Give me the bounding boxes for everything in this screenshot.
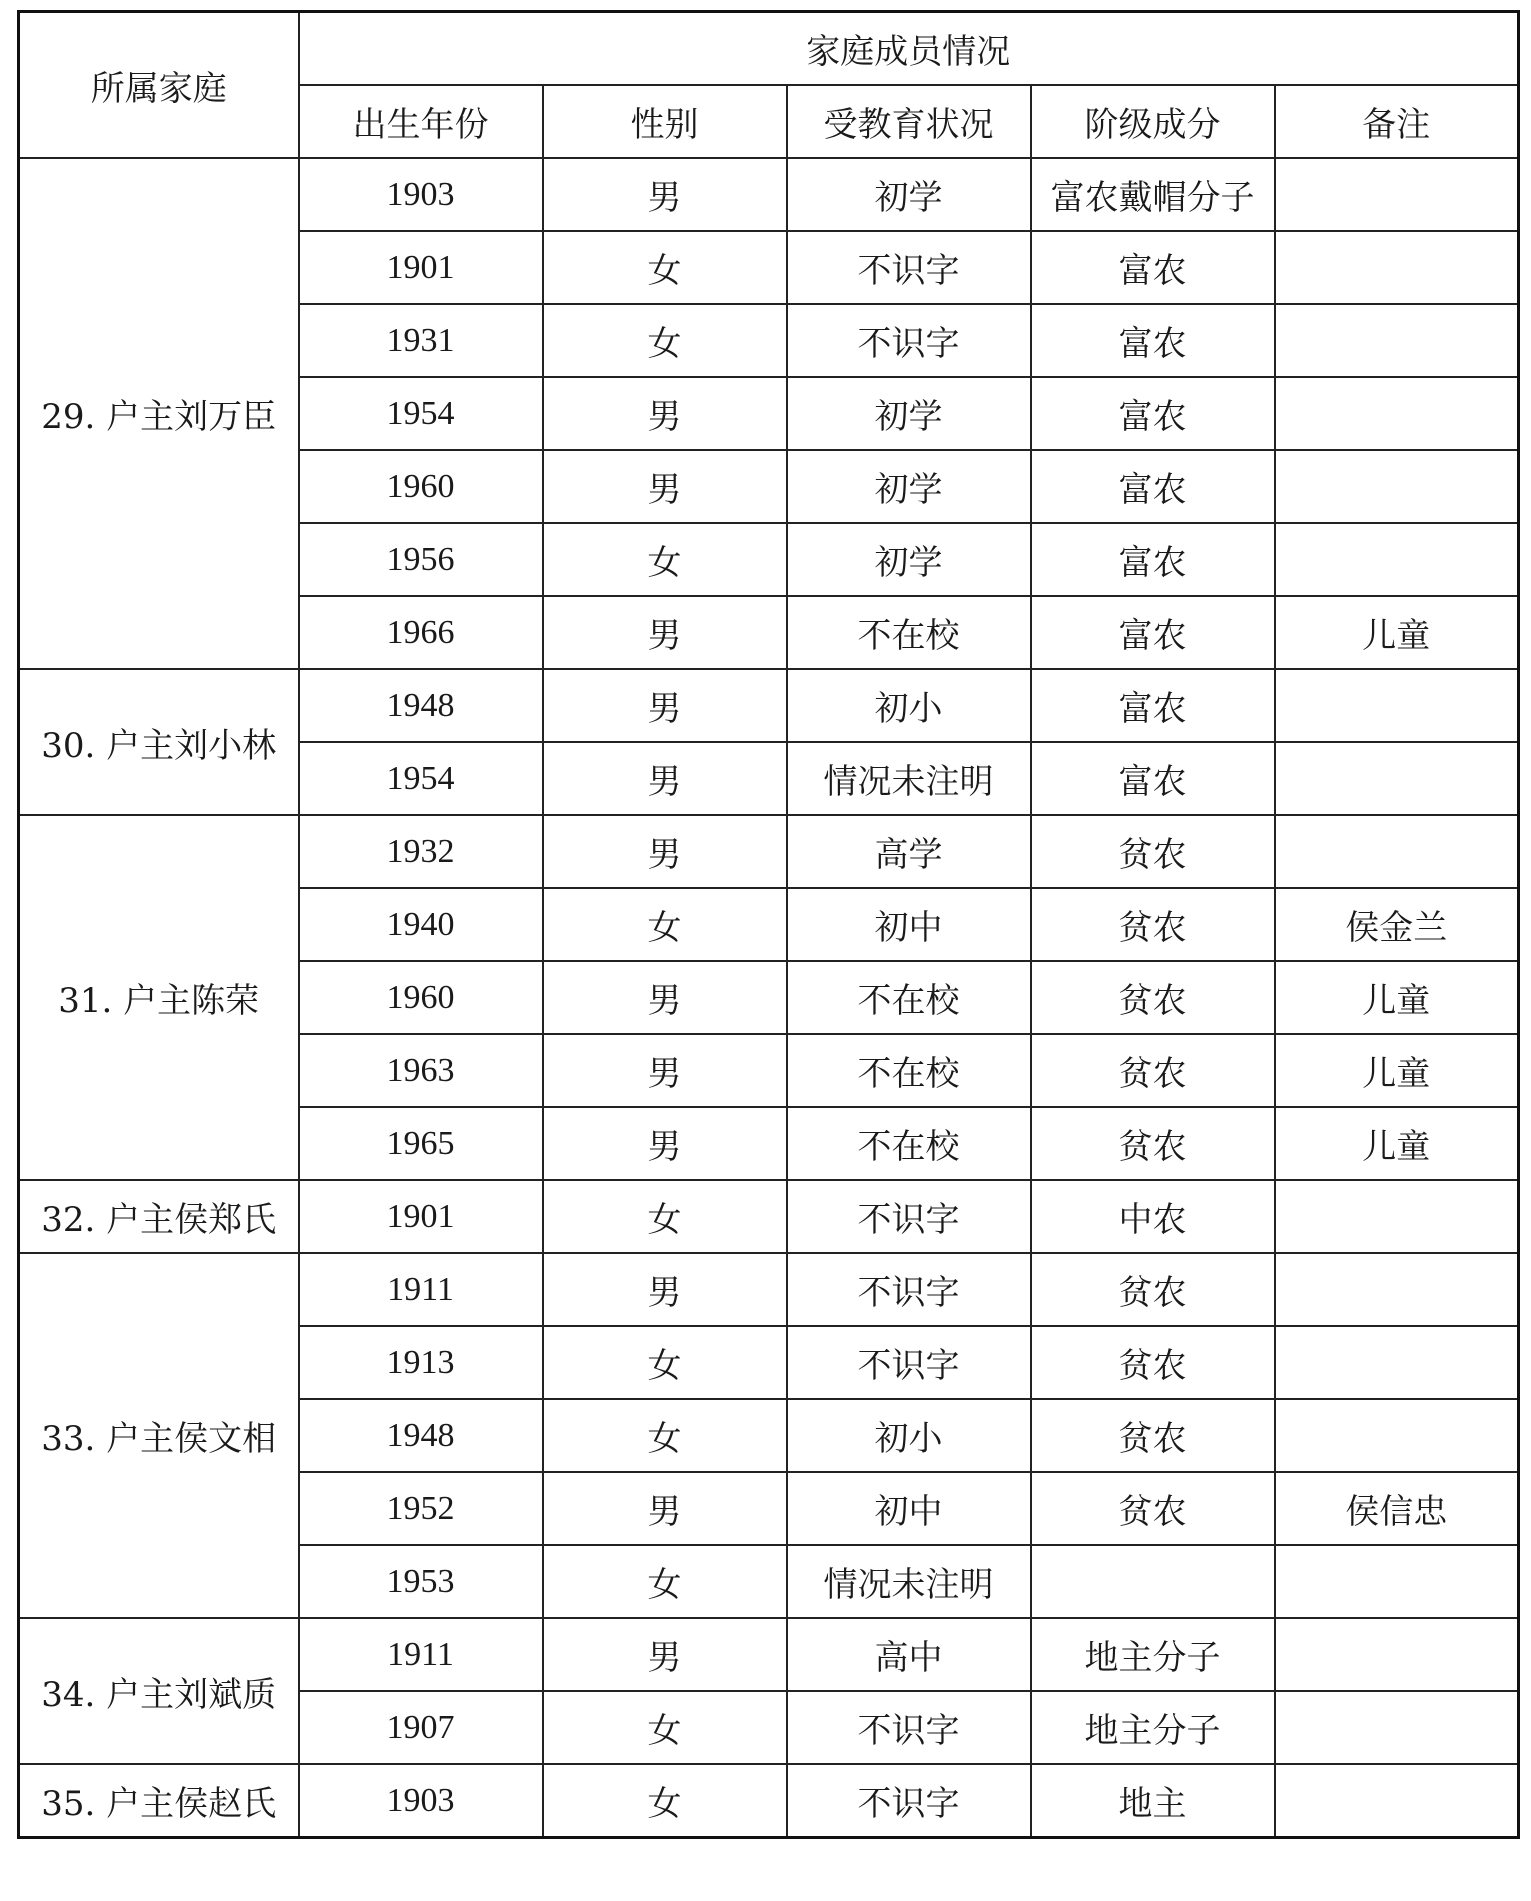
cell-family-name: 35. 户主侯赵氏 — [19, 1764, 299, 1838]
cell-sex: 男 — [543, 1107, 787, 1180]
cell-sex: 男 — [543, 1618, 787, 1691]
cell-birth-year: 1966 — [299, 596, 543, 669]
cell-class-status: 富农 — [1031, 450, 1275, 523]
cell-birth-year: 1911 — [299, 1618, 543, 1691]
cell-sex: 女 — [543, 1764, 787, 1838]
cell-class-status: 富农 — [1031, 304, 1275, 377]
cell-birth-year: 1948 — [299, 669, 543, 742]
cell-family-name: 31. 户主陈荣 — [19, 815, 299, 1180]
cell-sex: 男 — [543, 596, 787, 669]
cell-class-status: 贫农 — [1031, 1399, 1275, 1472]
cell-notes: 儿童 — [1275, 1034, 1519, 1107]
cell-notes: 侯信忠 — [1275, 1472, 1519, 1545]
cell-education: 初小 — [787, 1399, 1031, 1472]
cell-class-status: 地主分子 — [1031, 1691, 1275, 1764]
cell-education: 不识字 — [787, 1253, 1031, 1326]
cell-education: 初学 — [787, 158, 1031, 231]
cell-birth-year: 1952 — [299, 1472, 543, 1545]
cell-sex: 女 — [543, 1180, 787, 1253]
cell-notes — [1275, 1399, 1519, 1472]
cell-education: 不在校 — [787, 596, 1031, 669]
cell-class-status: 贫农 — [1031, 961, 1275, 1034]
cell-class-status: 富农 — [1031, 596, 1275, 669]
cell-birth-year: 1953 — [299, 1545, 543, 1618]
col-header-notes: 备注 — [1275, 85, 1519, 158]
cell-sex: 女 — [543, 523, 787, 596]
cell-notes — [1275, 231, 1519, 304]
cell-education: 初学 — [787, 523, 1031, 596]
cell-notes — [1275, 1764, 1519, 1838]
cell-notes — [1275, 450, 1519, 523]
table-header — [19, 12, 1519, 159]
cell-notes: 儿童 — [1275, 961, 1519, 1034]
cell-education: 不识字 — [787, 1180, 1031, 1253]
table-row — [19, 1618, 1519, 1691]
cell-sex: 女 — [543, 1691, 787, 1764]
cell-sex: 女 — [543, 304, 787, 377]
col-header-sex: 性别 — [543, 85, 787, 158]
cell-class-status: 富农戴帽分子 — [1031, 158, 1275, 231]
table-row — [19, 1180, 1519, 1253]
member-group-header: 家庭成员情况 — [299, 12, 1519, 86]
family-column-header: 所属家庭 — [19, 12, 299, 159]
cell-sex: 男 — [543, 669, 787, 742]
cell-class-status: 地主分子 — [1031, 1618, 1275, 1691]
cell-birth-year: 1954 — [299, 742, 543, 815]
cell-birth-year: 1956 — [299, 523, 543, 596]
cell-notes: 儿童 — [1275, 596, 1519, 669]
cell-class-status: 贫农 — [1031, 1107, 1275, 1180]
cell-notes — [1275, 523, 1519, 596]
cell-education: 不在校 — [787, 1034, 1031, 1107]
cell-education: 初学 — [787, 377, 1031, 450]
cell-notes — [1275, 1253, 1519, 1326]
cell-class-status: 贫农 — [1031, 1253, 1275, 1326]
cell-class-status: 贫农 — [1031, 1326, 1275, 1399]
cell-class-status — [1031, 1545, 1275, 1618]
cell-class-status: 贫农 — [1031, 1472, 1275, 1545]
cell-class-status: 富农 — [1031, 231, 1275, 304]
cell-family-name: 34. 户主刘斌质 — [19, 1618, 299, 1764]
table-row — [19, 669, 1519, 742]
col-header-education: 受教育状况 — [787, 85, 1031, 158]
cell-class-status: 地主 — [1031, 1764, 1275, 1838]
cell-birth-year: 1903 — [299, 1764, 543, 1838]
household-members-table — [17, 10, 1520, 1839]
cell-education: 情况未注明 — [787, 742, 1031, 815]
cell-class-status: 贫农 — [1031, 815, 1275, 888]
cell-family-name: 30. 户主刘小林 — [19, 669, 299, 815]
cell-birth-year: 1960 — [299, 450, 543, 523]
cell-birth-year: 1940 — [299, 888, 543, 961]
cell-sex: 男 — [543, 158, 787, 231]
cell-birth-year: 1960 — [299, 961, 543, 1034]
cell-notes — [1275, 377, 1519, 450]
cell-notes — [1275, 1545, 1519, 1618]
cell-sex: 男 — [543, 1034, 787, 1107]
cell-education: 初学 — [787, 450, 1031, 523]
cell-sex: 女 — [543, 231, 787, 304]
cell-class-status: 贫农 — [1031, 888, 1275, 961]
cell-education: 不识字 — [787, 1764, 1031, 1838]
cell-sex: 女 — [543, 1545, 787, 1618]
cell-notes — [1275, 669, 1519, 742]
table-row — [19, 158, 1519, 231]
table-container — [17, 10, 1520, 1839]
cell-education: 情况未注明 — [787, 1545, 1031, 1618]
cell-sex: 男 — [543, 815, 787, 888]
cell-notes — [1275, 1618, 1519, 1691]
cell-notes — [1275, 158, 1519, 231]
cell-sex: 男 — [543, 961, 787, 1034]
cell-birth-year: 1901 — [299, 1180, 543, 1253]
cell-notes: 侯金兰 — [1275, 888, 1519, 961]
table-row — [19, 1253, 1519, 1326]
cell-education: 初中 — [787, 1472, 1031, 1545]
cell-education: 初中 — [787, 888, 1031, 961]
cell-education: 初小 — [787, 669, 1031, 742]
cell-notes — [1275, 304, 1519, 377]
cell-birth-year: 1901 — [299, 231, 543, 304]
table-row — [19, 815, 1519, 888]
cell-birth-year: 1903 — [299, 158, 543, 231]
cell-class-status: 富农 — [1031, 742, 1275, 815]
cell-sex: 男 — [543, 450, 787, 523]
cell-birth-year: 1913 — [299, 1326, 543, 1399]
cell-class-status: 富农 — [1031, 377, 1275, 450]
col-header-class-status: 阶级成分 — [1031, 85, 1275, 158]
cell-notes — [1275, 742, 1519, 815]
cell-sex: 男 — [543, 377, 787, 450]
cell-education: 不识字 — [787, 304, 1031, 377]
cell-sex: 男 — [543, 742, 787, 815]
cell-class-status: 富农 — [1031, 523, 1275, 596]
cell-education: 高学 — [787, 815, 1031, 888]
cell-notes — [1275, 1180, 1519, 1253]
cell-education: 不识字 — [787, 1691, 1031, 1764]
cell-notes — [1275, 1691, 1519, 1764]
cell-education: 高中 — [787, 1618, 1031, 1691]
cell-family-name: 32. 户主侯郑氏 — [19, 1180, 299, 1253]
cell-education: 不识字 — [787, 231, 1031, 304]
cell-birth-year: 1963 — [299, 1034, 543, 1107]
cell-notes — [1275, 815, 1519, 888]
cell-notes — [1275, 1326, 1519, 1399]
cell-education: 不在校 — [787, 1107, 1031, 1180]
cell-class-status: 贫农 — [1031, 1034, 1275, 1107]
header-row-top — [19, 12, 1519, 86]
cell-birth-year: 1911 — [299, 1253, 543, 1326]
cell-education: 不识字 — [787, 1326, 1031, 1399]
cell-education: 不在校 — [787, 961, 1031, 1034]
cell-birth-year: 1931 — [299, 304, 543, 377]
table-row — [19, 1764, 1519, 1838]
cell-notes: 儿童 — [1275, 1107, 1519, 1180]
cell-family-name: 29. 户主刘万臣 — [19, 158, 299, 669]
cell-sex: 男 — [543, 1472, 787, 1545]
cell-family-name: 33. 户主侯文相 — [19, 1253, 299, 1618]
cell-sex: 男 — [543, 1253, 787, 1326]
cell-birth-year: 1948 — [299, 1399, 543, 1472]
cell-sex: 女 — [543, 1326, 787, 1399]
cell-class-status: 中农 — [1031, 1180, 1275, 1253]
cell-sex: 女 — [543, 1399, 787, 1472]
cell-birth-year: 1954 — [299, 377, 543, 450]
cell-birth-year: 1907 — [299, 1691, 543, 1764]
cell-birth-year: 1932 — [299, 815, 543, 888]
cell-sex: 女 — [543, 888, 787, 961]
table-body — [19, 158, 1519, 1838]
col-header-birth-year: 出生年份 — [299, 85, 543, 158]
cell-class-status: 富农 — [1031, 669, 1275, 742]
cell-birth-year: 1965 — [299, 1107, 543, 1180]
